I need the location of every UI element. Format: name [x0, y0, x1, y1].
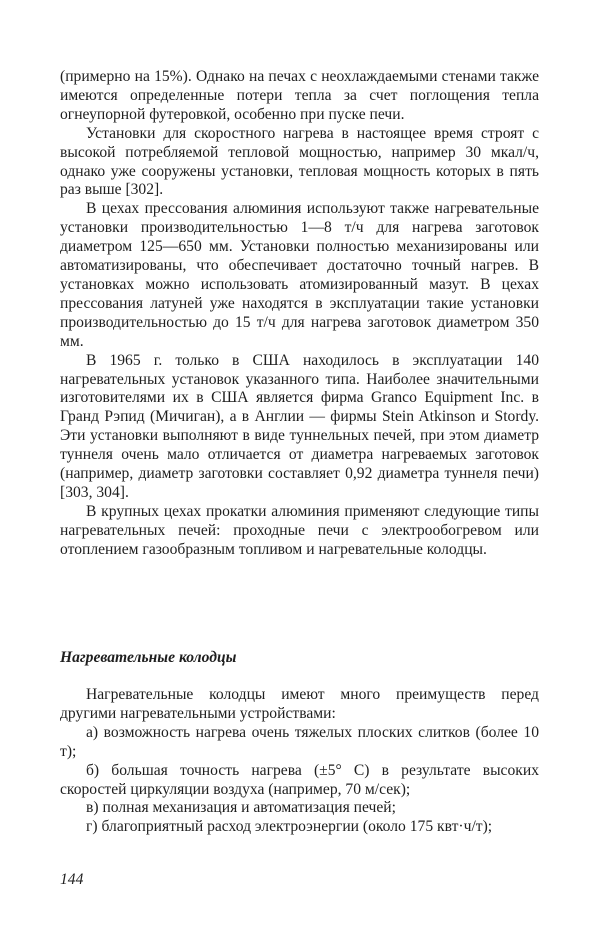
- paragraph-soaking-pits-intro: Нагревательные колодцы имеют много преимуществ перед другими нагревательными устройствами:: [60, 686, 539, 722]
- paragraph-continuation: (примерно на 15%). Однако на печах с неохлаждаемыми стенами также имеются определенные потери тепла за счет поглощения тепла огнеупорной футеровкой, особенно при пуске печи.: [60, 68, 539, 123]
- list-item: б) большая точность нагрева (±5° С) в результате высоких скоростей циркуляции воздуха (например, 70 м/сек);: [60, 761, 539, 798]
- paragraph-fast-heating: Установки для скоростного нагрева в настоящее время строят с высокой потребляемой тепловой мощностью, например 30 мкал/ч, однако уже сооружены установки, тепловая мощность которых в пять раз выше [302].: [60, 124, 539, 199]
- section-title: Нагревательные колодцы: [60, 649, 237, 666]
- paragraph-usa-installations: В 1965 г. только в США находилось в эксплуатации 140 нагревательных установок указанного типа. Наиболее значительными изготовителями их в США является фирма Granco Equipment Inc. в Гранд Рэпид (Мичиган), а в Англии — фирмы Stein Atkinson и Stordy. Эти установки выполняют в виде туннельных печей, при этом диаметр туннеля очень мало отличается от диаметра нагреваемых заготовок (например, диаметр заготовки составляет 0,92 диаметра туннеля печи) [303, 304].: [60, 351, 539, 501]
- section-body: [60, 686, 539, 837]
- list-item: в) полная механизация и автоматизация печей;: [86, 799, 396, 817]
- paragraph-rolling-shops: В крупных цехах прокатки алюминия применяют следующие типы нагревательных печей: проходные печи с электрообогревом или отоплением газообразным топливом и нагревательные колодцы.: [60, 502, 539, 558]
- page-body: [60, 68, 539, 836]
- list-item: г) благоприятный расход электроэнергии (около 175 квт·ч/т);: [86, 818, 493, 836]
- page-number: 144: [60, 871, 84, 888]
- list-item: а) возможность нагрева очень тяжелых плоских слитков (более 10 т);: [60, 723, 539, 760]
- paragraph-aluminium-pressing: В цехах прессования алюминия используют также нагревательные установки производительностью 1—8 т/ч для нагрева заготовок диаметром 125—650 мм. Установки полностью механизированы или автоматизированы, что обеспечивает достаточно точный нагрев. В установках можно использовать атомизированный мазут. В цехах прессования латуней уже находятся в эксплуатации такие установки производительностью до 15 т/ч для нагрева заготовок диаметром 350 мм.: [60, 200, 539, 350]
